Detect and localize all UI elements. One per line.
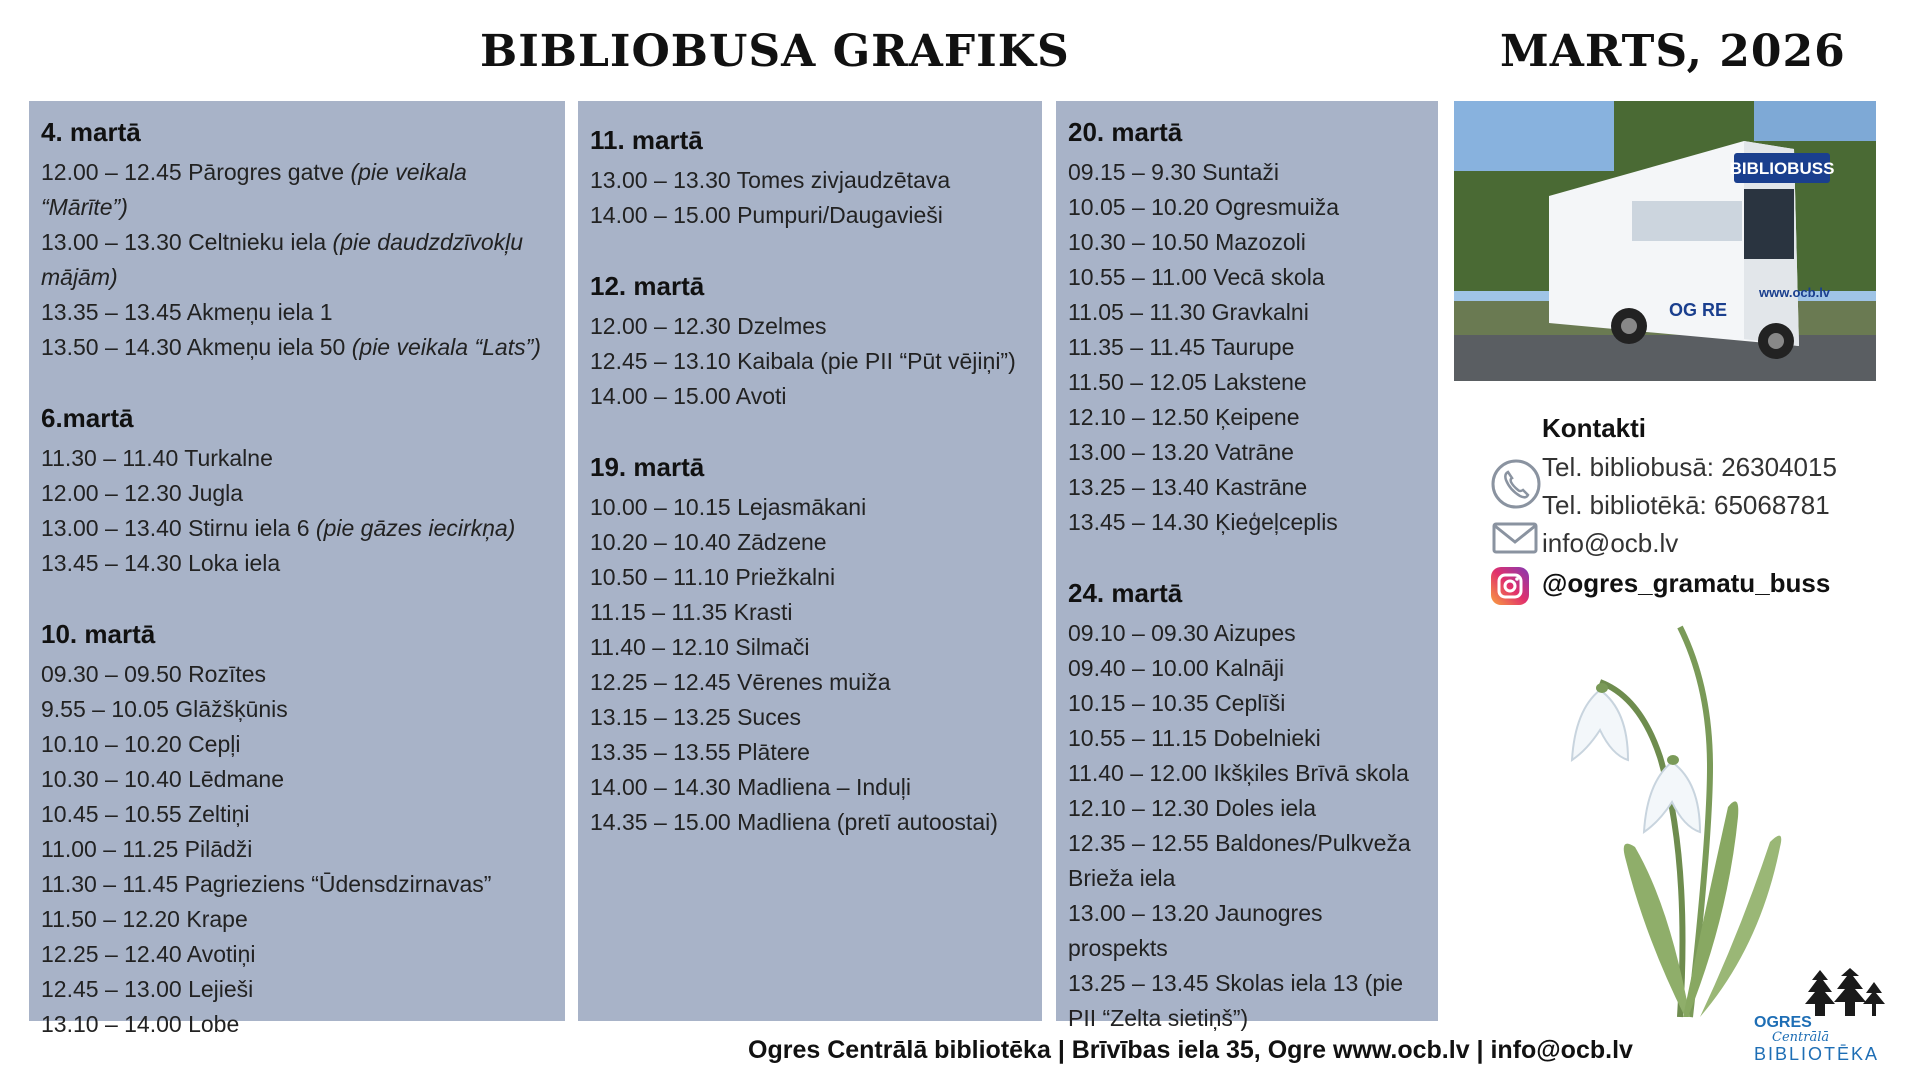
entry-time-place: 9.55 – 10.05 Glāžšķūnis <box>41 696 288 722</box>
entry-time-place: 11.00 – 11.25 Pilādži <box>41 836 253 862</box>
schedule-entry <box>1068 686 1426 721</box>
schedule-entry <box>590 525 1030 560</box>
schedule-entry <box>1068 330 1426 365</box>
schedule-entry <box>590 560 1030 595</box>
day-heading: 20. martā <box>1068 117 1183 147</box>
schedule-entry <box>590 630 1030 665</box>
schedule-entry <box>1068 896 1426 966</box>
entry-time-place: 13.35 – 13.55 Plātere <box>590 739 810 765</box>
entry-time-place: 10.30 – 10.50 Mazozoli <box>1068 229 1306 255</box>
entry-time-place: 11.30 – 11.45 Pagrieziens “Ūdensdzirnavas” <box>41 871 492 897</box>
schedule-entry <box>590 309 1030 344</box>
entry-note: (pie daudzdzīvokļu mājām) <box>41 229 524 290</box>
entry-time-place: 09.10 – 09.30 Aizupes <box>1068 620 1296 646</box>
entry-note: (pie gāzes iecirkņa) <box>315 515 516 541</box>
entry-time-place: 11.15 – 11.35 Krasti <box>590 599 793 625</box>
entry-time-place: 12.00 – 12.30 Dzelmes <box>590 313 827 339</box>
schedule-entry <box>41 867 553 902</box>
entry-time-place: 14.00 – 14.30 Madliena – Induļi <box>590 774 911 800</box>
bus-logo-text: OG RE <box>1669 300 1728 320</box>
schedule-entry <box>1068 225 1426 260</box>
schedule-entry <box>590 700 1030 735</box>
entry-time-place: 09.30 – 09.50 Rozītes <box>41 661 267 687</box>
entry-time-place: 13.25 – 13.40 Kastrāne <box>1068 474 1308 500</box>
bus-web-text: www.ocb.lv <box>1759 285 1831 300</box>
bus-sign-text: BIBLIOBUSS <box>1729 159 1835 178</box>
day-heading: 6.martā <box>41 403 134 433</box>
schedule-entry <box>590 163 1030 198</box>
schedule-entry <box>41 902 553 937</box>
schedule-entry <box>1068 155 1426 190</box>
entry-time-place: 09.15 – 9.30 Suntaži <box>1068 159 1279 185</box>
day-heading: 12. martā <box>590 271 705 301</box>
footer-address: Ogres Centrālā bibliotēka | Brīvības iela 35, Ogre www.ocb.lv | info@ocb.lv <box>748 1036 1633 1064</box>
schedule-entry <box>1068 651 1426 686</box>
entry-time-place: 13.00 – 13.20 Jaunogres prospekts <box>1068 900 1323 961</box>
entry-time-place: 13.00 – 13.30 Tomes zivjaudzētava <box>590 167 951 193</box>
entry-time-place: 11.40 – 12.00 Ikšķiles Brīvā skola <box>1068 760 1409 786</box>
schedule-entry <box>41 797 553 832</box>
schedule-entry <box>41 155 553 225</box>
entry-time-place: 13.00 – 13.30 Celtnieku iela <box>41 229 333 255</box>
bibliobus-photo <box>1454 101 1876 381</box>
day-group <box>590 123 1030 233</box>
entry-time-place: 10.50 – 11.10 Priežkalni <box>590 564 836 590</box>
schedule-entry <box>590 198 1030 233</box>
schedule-entry <box>41 832 553 867</box>
schedule-entry <box>41 511 553 546</box>
schedule-entry <box>590 735 1030 770</box>
tree-logo-icon <box>1800 968 1920 1018</box>
schedule-entry <box>590 770 1030 805</box>
entry-time-place: 10.55 – 11.15 Dobelnieki <box>1068 725 1321 751</box>
logo-text-centrala: Centrālā <box>1772 1030 1830 1045</box>
day-heading: 10. martā <box>41 619 156 649</box>
schedule-entry <box>41 657 553 692</box>
day-group <box>41 401 553 581</box>
day-group <box>590 269 1030 414</box>
entry-time-place: 10.00 – 10.15 Lejasmākani <box>590 494 867 520</box>
schedule-entry <box>41 692 553 727</box>
schedule-entry <box>1068 365 1426 400</box>
day-heading: 24. martā <box>1068 578 1183 608</box>
schedule-entry <box>1068 435 1426 470</box>
schedule-entry <box>590 344 1030 379</box>
entry-note: (pie veikala “Lats”) <box>351 334 541 360</box>
entry-time-place: 12.10 – 12.50 Ķeipene <box>1068 404 1300 430</box>
entry-time-place: 14.00 – 15.00 Pumpuri/Daugavieši <box>590 202 943 228</box>
schedule-entry <box>1068 756 1426 791</box>
schedule-entry <box>1068 616 1426 651</box>
entry-time-place: 13.45 – 14.30 Loka iela <box>41 550 281 576</box>
schedule-entry <box>41 295 553 330</box>
day-heading: 19. martā <box>590 452 705 482</box>
entry-time-place: 14.00 – 15.00 Avoti <box>590 383 787 409</box>
entry-time-place: 13.25 – 13.45 Skolas iela 13 (pie PII “Zelta sietiņš”) <box>1068 970 1404 1031</box>
entry-time-place: 12.45 – 13.10 Kaibala (pie PII “Pūt vējiņi”) <box>590 348 1016 374</box>
entry-time-place: 10.15 – 10.35 Ceplīši <box>1068 690 1286 716</box>
schedule-entry <box>1068 295 1426 330</box>
schedule-entry <box>41 727 553 762</box>
page-title: BIBLIOBUSA GRAFIKS <box>480 26 1070 77</box>
schedule-entry <box>1068 826 1426 896</box>
entry-time-place: 11.50 – 12.05 Lakstene <box>1068 369 1307 395</box>
entry-time-place: 12.45 – 13.00 Lejieši <box>41 976 254 1002</box>
entry-time-place: 12.00 – 12.45 Pārogres gatve <box>41 159 351 185</box>
schedule-column-1 <box>29 101 565 1037</box>
schedule-entry <box>1068 966 1426 1036</box>
day-heading: 4. martā <box>41 117 141 147</box>
logo-text-biblioteka: BIBLIOTĒKA <box>1754 1044 1880 1064</box>
entry-time-place: 13.10 – 14.00 Lobe <box>41 1011 240 1037</box>
entry-time-place: 10.45 – 10.55 Zeltiņi <box>41 801 250 827</box>
month-title: MARTS, 2026 <box>1500 26 1846 77</box>
schedule-entry <box>590 490 1030 525</box>
entry-time-place: 13.00 – 13.20 Vatrāne <box>1068 439 1294 465</box>
entry-time-place: 10.05 – 10.20 Ogresmuiža <box>1068 194 1340 220</box>
schedule-column-2 <box>578 101 1042 1021</box>
schedule-entry <box>590 595 1030 630</box>
instagram-handle[interactable]: @ogres_gramatu_buss <box>1542 568 1831 598</box>
schedule-entry <box>1068 260 1426 295</box>
schedule-entry <box>41 476 553 511</box>
schedule-entry <box>41 1007 553 1042</box>
schedule-entry <box>41 330 553 365</box>
day-heading: 11. martā <box>590 125 703 155</box>
entry-time-place: 13.50 – 14.30 Akmeņu iela 50 <box>41 334 352 360</box>
schedule-entry <box>1068 791 1426 826</box>
entry-time-place: 13.45 – 14.30 Ķieģeļceplis <box>1068 509 1338 535</box>
schedule-entry <box>41 225 553 295</box>
day-group <box>41 617 553 1042</box>
contact-email[interactable]: info@ocb.lv <box>1542 528 1679 558</box>
bus-phone: Tel. bibliobusā: 26304015 <box>1542 452 1837 482</box>
entry-time-place: 12.00 – 12.30 Jugla <box>41 480 244 506</box>
entry-time-place: 12.35 – 12.55 Baldones/Pulkveža Brieža iela <box>1068 830 1411 891</box>
entry-time-place: 14.35 – 15.00 Madliena (pretī autoostai) <box>590 809 998 835</box>
library-logo <box>1750 968 1896 1068</box>
entry-time-place: 12.25 – 12.40 Avotiņi <box>41 941 256 967</box>
schedule-column-3 <box>1056 101 1438 1031</box>
logo-text-ogres: OGRES <box>1754 1014 1812 1031</box>
entry-time-place: 11.50 – 12.20 Krape <box>41 906 248 932</box>
entry-time-place: 13.35 – 13.45 Akmeņu iela 1 <box>41 299 333 325</box>
mail-icon <box>1492 520 1538 556</box>
entry-note: (pie veikala “Mārīte”) <box>41 159 467 220</box>
phone-icon <box>1490 458 1542 510</box>
schedule-entry <box>41 762 553 797</box>
day-group <box>41 115 553 365</box>
entry-time-place: 11.05 – 11.30 Gravkalni <box>1068 299 1309 325</box>
entry-time-place: 11.30 – 11.40 Turkalne <box>41 445 273 471</box>
snowdrop-flower-illustration <box>1560 612 1800 1022</box>
entry-time-place: 10.30 – 10.40 Lēdmane <box>41 766 284 792</box>
entry-time-place: 09.40 – 10.00 Kalnāji <box>1068 655 1285 681</box>
entry-time-place: 12.10 – 12.30 Doles iela <box>1068 795 1317 821</box>
schedule-entry <box>1068 190 1426 225</box>
schedule-entry <box>1068 400 1426 435</box>
entry-time-place: 12.25 – 12.45 Vērenes muiža <box>590 669 891 695</box>
entry-time-place: 11.40 – 12.10 Silmači <box>590 634 810 660</box>
entry-time-place: 10.55 – 11.00 Vecā skola <box>1068 264 1325 290</box>
schedule-entry <box>1068 470 1426 505</box>
schedule-entry <box>590 805 1030 840</box>
schedule-entry <box>41 441 553 476</box>
day-group <box>590 450 1030 840</box>
day-group <box>1068 576 1426 1036</box>
day-group <box>1068 115 1426 540</box>
entry-time-place: 11.35 – 11.45 Taurupe <box>1068 334 1295 360</box>
schedule-entry <box>41 972 553 1007</box>
schedule-entry <box>1068 505 1426 540</box>
entry-time-place: 10.10 – 10.20 Cepļi <box>41 731 241 757</box>
instagram-icon <box>1490 566 1530 606</box>
library-phone: Tel. bibliotēkā: 65068781 <box>1542 490 1830 520</box>
schedule-entry <box>590 379 1030 414</box>
schedule-entry <box>41 546 553 581</box>
entry-time-place: 13.15 – 13.25 Suces <box>590 704 801 730</box>
entry-time-place: 10.20 – 10.40 Zādzene <box>590 529 827 555</box>
schedule-entry <box>1068 721 1426 756</box>
schedule-entry <box>590 665 1030 700</box>
schedule-entry <box>41 937 553 972</box>
entry-time-place: 13.00 – 13.40 Stirnu iela 6 <box>41 515 316 541</box>
contacts-title: Kontakti <box>1542 413 1646 443</box>
